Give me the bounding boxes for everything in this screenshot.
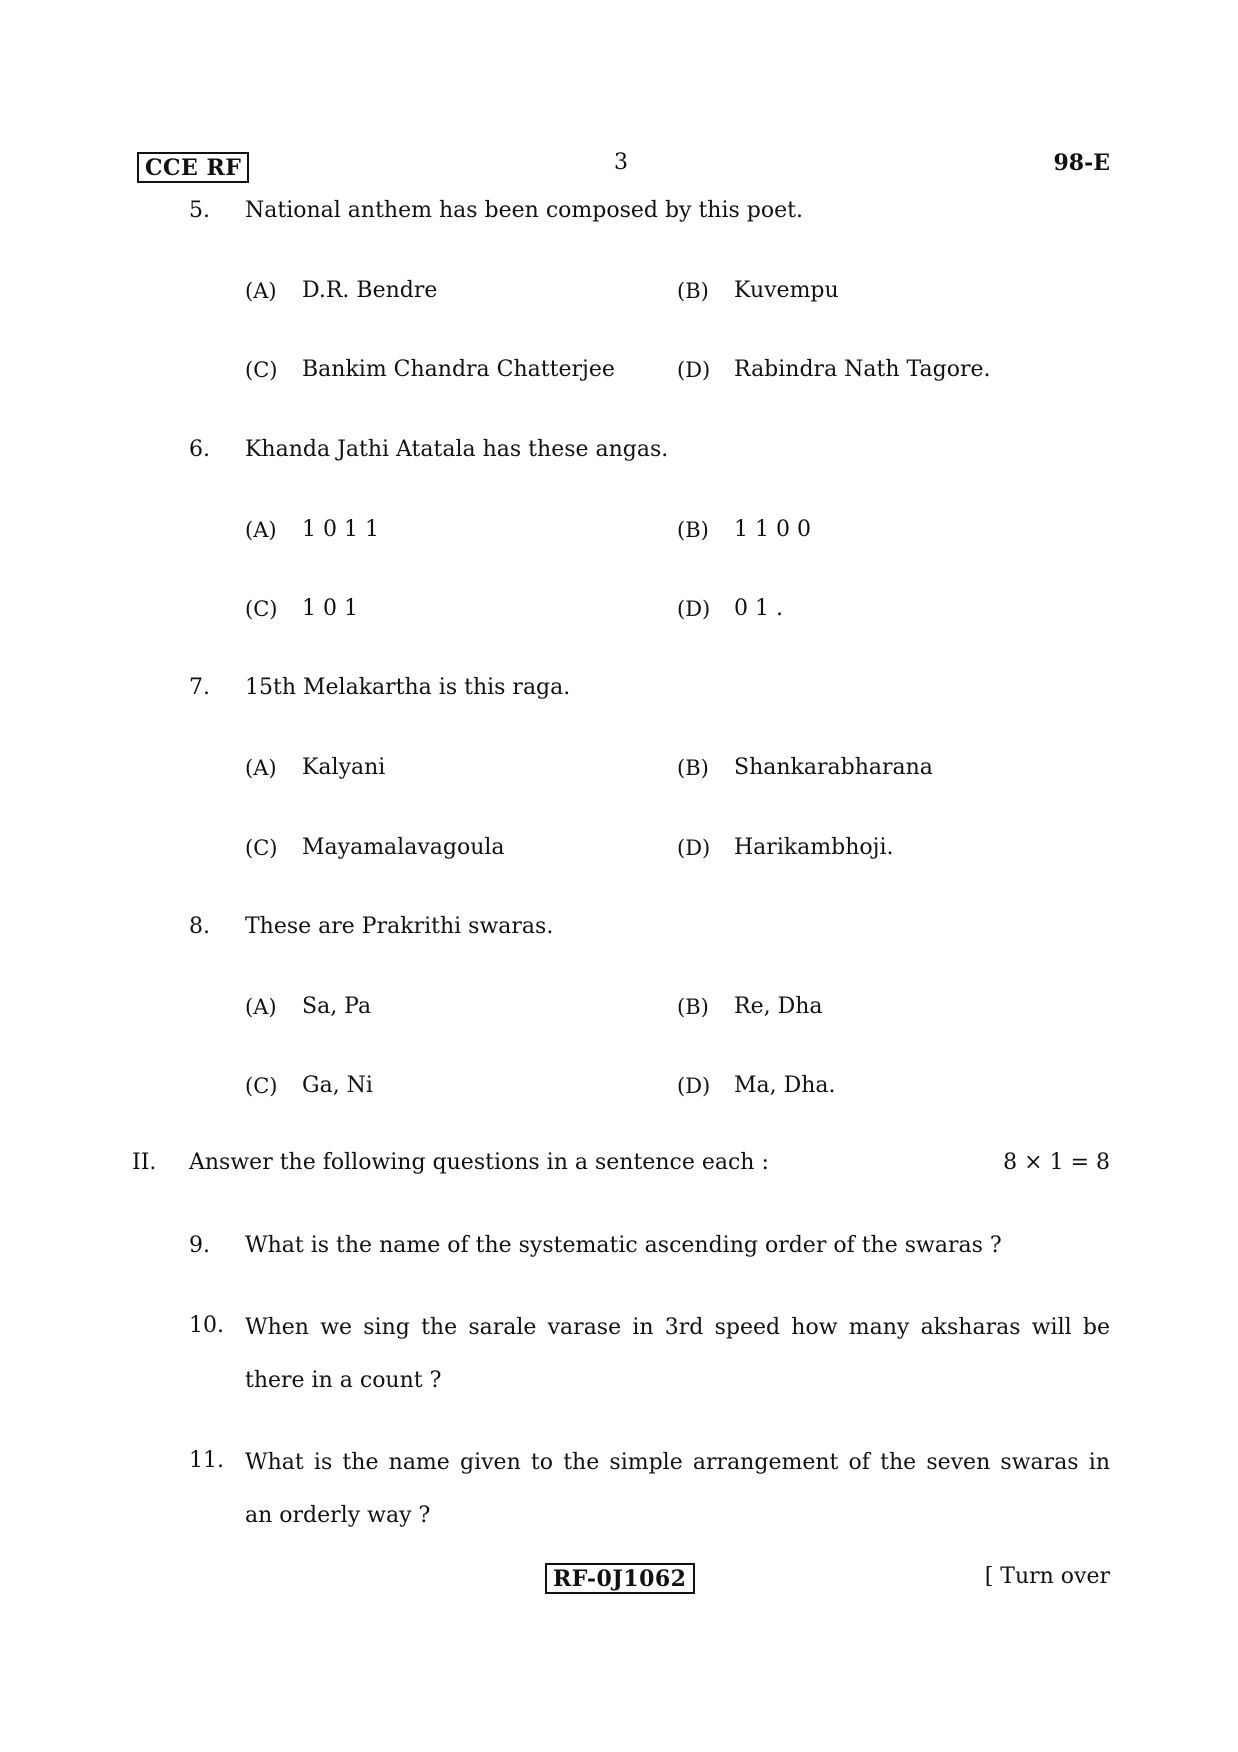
section-marks: 8 × 1 = 8 [1003, 1150, 1110, 1175]
option-letter: (D) [677, 358, 711, 382]
page-number: 3 [614, 150, 628, 175]
option-text: Ga, Ni [302, 1073, 373, 1098]
option-text: Sa, Pa [302, 994, 372, 1019]
section-instruction: Answer the following questions in a sentence each : [189, 1150, 769, 1175]
question-number: 7. [189, 675, 210, 700]
option-letter: (B) [677, 756, 709, 780]
option-text: Mayamalavagoula [302, 835, 505, 860]
option-text: Bankim Chandra Chatterjee [302, 357, 615, 382]
option-letter: (D) [677, 597, 711, 621]
option-letter: (C) [245, 836, 278, 860]
question-text-line-2: there in a count ? [245, 1368, 442, 1393]
question-number: 10. [189, 1313, 224, 1338]
option-letter: (C) [245, 358, 278, 382]
option-letter: (D) [677, 836, 711, 860]
question-text: These are Prakrithi swaras. [245, 914, 554, 939]
question-text: 15th Melakartha is this raga. [245, 675, 571, 700]
option-letter: (A) [245, 518, 277, 542]
option-text: 1 0 1 [302, 596, 358, 621]
option-text: 1 0 1 1 [302, 517, 379, 542]
question-text: National anthem has been composed by this poet. [245, 198, 803, 223]
option-text: Harikambhoji. [734, 835, 894, 860]
question-number: 9. [189, 1233, 210, 1258]
option-text: Rabindra Nath Tagore. [734, 357, 991, 382]
option-text: Shankarabharana [734, 755, 933, 780]
question-text-line-2: an orderly way ? [245, 1503, 431, 1528]
option-text: Kalyani [302, 755, 386, 780]
option-letter: (C) [245, 1074, 278, 1098]
paper-code: 98-E [1053, 150, 1110, 176]
question-number: 11. [189, 1448, 224, 1473]
option-letter: (A) [245, 995, 277, 1019]
option-text: 1 1 0 0 [734, 517, 811, 542]
option-letter: (A) [245, 279, 277, 303]
option-text: Ma, Dha. [734, 1073, 836, 1098]
option-text: 0 1 . [734, 596, 783, 621]
option-text: D.R. Bendre [302, 278, 438, 303]
option-text: Re, Dha [734, 994, 823, 1019]
turn-over: [ Turn over [984, 1564, 1110, 1589]
option-letter: (C) [245, 597, 278, 621]
question-number: 5. [189, 198, 210, 223]
question-text: What is the name of the systematic ascending order of the swaras ? [245, 1233, 1002, 1258]
question-number: 8. [189, 914, 210, 939]
option-letter: (B) [677, 279, 709, 303]
option-text: Kuvempu [734, 278, 839, 303]
option-letter: (A) [245, 756, 277, 780]
section-numeral: II. [132, 1150, 157, 1175]
option-letter: (D) [677, 1074, 711, 1098]
option-letter: (B) [677, 995, 709, 1019]
header-box-label: CCE RF [137, 152, 249, 183]
question-text: Khanda Jathi Atatala has these angas. [245, 437, 669, 462]
footer-code: RF-0J1062 [545, 1563, 695, 1594]
question-text-line-1: What is the name given to the simple arrangement of the seven swaras in [245, 1450, 1110, 1475]
option-letter: (B) [677, 518, 709, 542]
question-text-line-1: When we sing the sarale varase in 3rd speed how many aksharas will be [245, 1315, 1110, 1340]
question-number: 6. [189, 437, 210, 462]
